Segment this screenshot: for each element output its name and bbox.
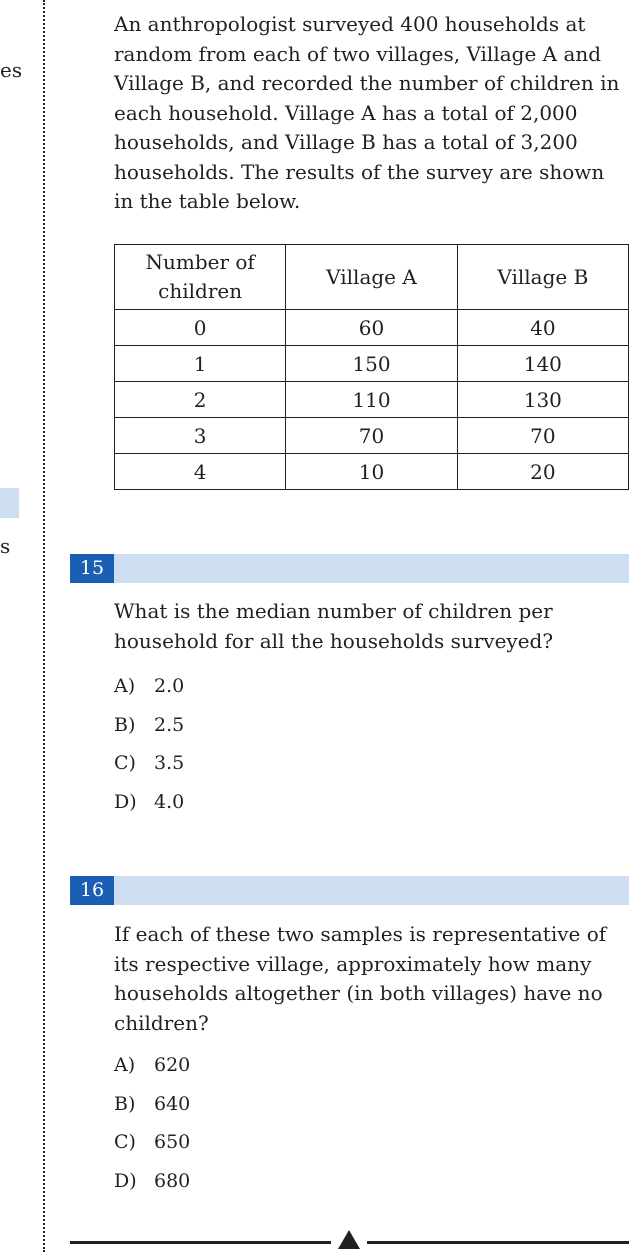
table-cell: 4 <box>115 454 286 490</box>
choice-letter: A) <box>114 1054 136 1076</box>
choice-letter: A) <box>114 675 136 697</box>
choice-letter: B) <box>114 713 136 736</box>
question-16-prompt: If each of these two samples is representative of its respective village, approximately how many households altogether (in both villages) have no children? <box>114 922 607 1035</box>
table-cell: 70 <box>286 418 457 454</box>
table-row <box>115 382 629 418</box>
choice-16-b[interactable] <box>114 1092 190 1131</box>
header-number-of-children: Number of children <box>115 245 286 310</box>
table-cell: 140 <box>457 346 628 382</box>
choice-value: 650 <box>154 1131 191 1153</box>
choice-value: 2.5 <box>154 713 185 736</box>
choice-value: 640 <box>154 1092 191 1115</box>
table-cell: 40 <box>457 310 628 346</box>
question-16-choices <box>114 1053 190 1207</box>
choice-15-a[interactable] <box>114 674 184 713</box>
bottom-rule-right <box>367 1241 629 1244</box>
dotted-cut-line <box>43 0 45 1252</box>
choice-value: 4.0 <box>154 790 185 813</box>
table-row <box>115 418 629 454</box>
survey-table <box>114 244 629 490</box>
choice-value: 2.0 <box>154 675 185 697</box>
table-row <box>115 346 629 382</box>
choice-16-a[interactable] <box>114 1053 190 1092</box>
table-header-row <box>115 245 629 310</box>
table-cell: 130 <box>457 382 628 418</box>
margin-fragment-bar <box>0 488 19 518</box>
choice-value: 620 <box>154 1054 191 1076</box>
choice-16-d[interactable] <box>114 1169 190 1208</box>
margin-fragment-top: es <box>0 58 23 82</box>
table-cell: 60 <box>286 310 457 346</box>
choice-letter: D) <box>114 790 137 813</box>
table-cell: 1 <box>115 346 286 382</box>
table-cell: 2 <box>115 382 286 418</box>
table-cell: 20 <box>457 454 628 490</box>
intro-paragraph: An anthropologist surveyed 400 households at random from each of two villages, Village A and Village B, and recorded the number of children in each household. Village A has a total of 2,000 households, and Village B has a total of 3,200 households. The results of the survey are shown in the table below. <box>114 12 620 213</box>
question-15-prompt: What is the median number of children per household for all the households surveyed? <box>114 599 554 653</box>
table-cell: 110 <box>286 382 457 418</box>
choice-letter: C) <box>114 752 136 774</box>
choice-value: 680 <box>154 1169 191 1192</box>
continue-triangle-icon <box>338 1230 360 1249</box>
choice-15-c[interactable] <box>114 751 184 790</box>
choice-letter: D) <box>114 1169 137 1192</box>
table-cell: 0 <box>115 310 286 346</box>
question-16-header-bar <box>70 876 629 905</box>
choice-15-b[interactable] <box>114 713 184 752</box>
question-16-number: 16 <box>70 876 114 905</box>
table-row <box>115 310 629 346</box>
choice-value: 3.5 <box>154 752 185 774</box>
table-cell: 10 <box>286 454 457 490</box>
margin-fragment-bottom: s <box>0 534 11 558</box>
question-15-number: 15 <box>70 554 114 583</box>
table-cell: 70 <box>457 418 628 454</box>
header-village-b: Village B <box>457 245 628 310</box>
header-village-a: Village A <box>286 245 457 310</box>
bottom-rule-left <box>70 1241 331 1244</box>
table-cell: 3 <box>115 418 286 454</box>
table-row <box>115 454 629 490</box>
choice-letter: C) <box>114 1131 136 1153</box>
question-15-choices <box>114 674 184 828</box>
choice-letter: B) <box>114 1092 136 1115</box>
question-15-header-bar <box>70 554 629 583</box>
choice-16-c[interactable] <box>114 1130 190 1169</box>
table-cell: 150 <box>286 346 457 382</box>
choice-15-d[interactable] <box>114 790 184 829</box>
